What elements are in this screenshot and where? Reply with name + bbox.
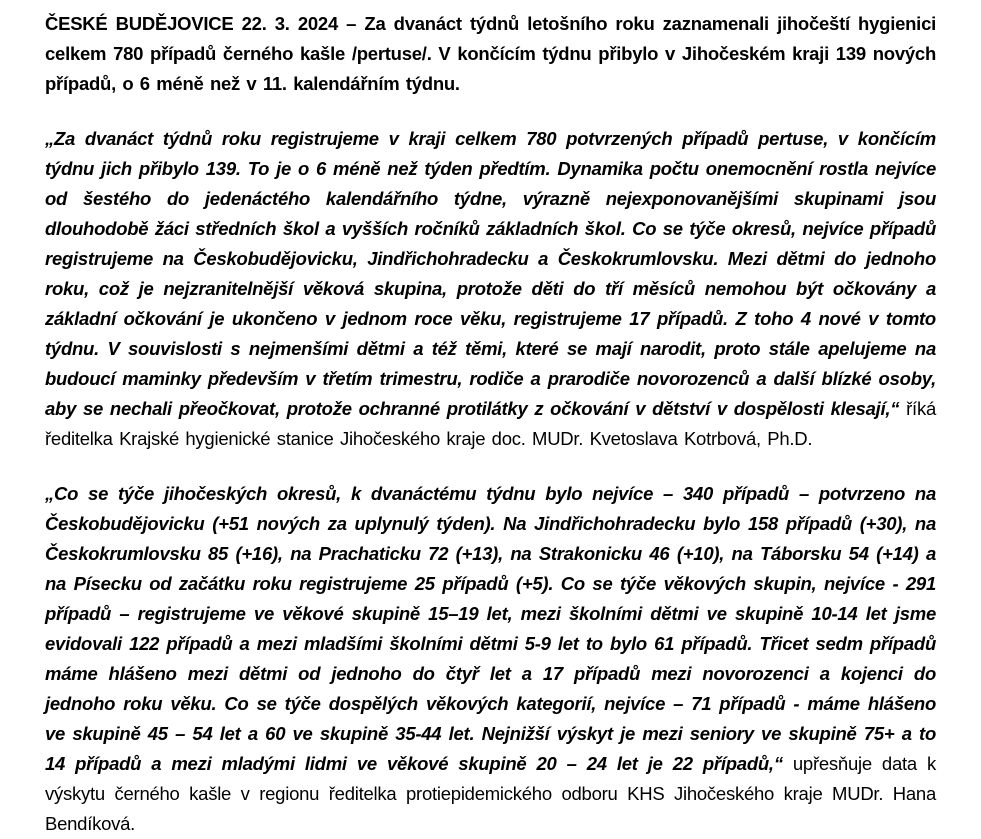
quote-1-attribution: říká ředitelka Krajské hygienické stanice Jihočeského kraje doc. MUDr. Kvetoslava Kotrbová, Ph.D.	[45, 398, 936, 449]
quote-1-text: „Za dvanáct týdnů roku registrujeme v kraji celkem 780 potvrzených případů pertuse, v končícím týdnu jich přibylo 139. To je o 6 méně než týden předtím. Dynamika počtu onemocnění rostla nejvíce od šestého do jedenáctého kalendářního týdne, výrazně nejexponovanějšími skupinami jsou dlouhodobě žáci středních škol a vyšších ročníků základních škol. Co se týče okresů, nejvíce případů registrujeme na Českobudějovicku, Jindřichohradecku a Českokrumlovsku. Mezi dětmi do jednoho roku, což je nejzranitelnější věková skupina, protože děti do tří měsíců nemohou být očkovány a základní očkování je ukončeno v jednom roce věku, registrujeme 17 případů. Z toho 4 nové v tomto týdnu. V souvislosti s nejmenšími dětmi a též těmi, které se mají narodit, proto stále apelujeme na budoucí maminky především v třetím trimestru, rodiče a prarodiče novorozenců a další blízké osoby, aby se nechali přeočkovat, protože ochranné protilátky z očkování v dětství v dospělosti klesají,“	[45, 128, 936, 419]
quote-2-attribution: upřesňuje data k výskytu černého kašle v regionu ředitelka protiepidemického odboru KHS Jihočeského kraje MUDr. Hana Bendíková.	[45, 753, 936, 834]
quote-2-text: „Co se týče jihočeských okresů, k dvanáctému týdnu bylo nejvíce – 340 případů – potvrzeno na Českobudějovicku (+51 nových za uplynulý týden). Na Jindřichohradecku bylo 158 případů (+30), na Českokrumlovsku 85 (+16), na Prachaticku 72 (+13), na Strakonicku 46 (+10), na Táborsku 54 (+14) a na Písecku od začátku roku registrujeme 25 případů (+5). Co se týče věkových skupin, nejvíce - 291 případů – registrujeme ve věkové skupině 15–19 let, mezi školními dětmi ve skupině 10-14 let jsme evidovali 122 případů a mezi mladšími školními dětmi 5-9 let to bylo 61 případů. Třicet sedm případů máme hlášeno mezi dětmi od jednoho do čtyř let a 17 případů mezi novorozenci a kojenci do jednoho roku věku. Co se týče dospělých věkových kategorií, nejvíce – 71 případů - máme hlášeno ve skupině 45 – 54 let a 60 ve skupině 35-44 let. Nejnižší výskyt je mezi seniory ve skupině 75+ a to 14 případů a mezi mladými lidmi ve věkové skupině 20 – 24 let je 22 případů,“	[45, 483, 936, 774]
quote-paragraph-2	[45, 479, 936, 839]
lead-paragraph: ČESKÉ BUDĚJOVICE 22. 3. 2024 – Za dvanáct týdnů letošního roku zaznamenali jihočeští hygienici celkem 780 případů černého kašle /pertuse/. V končícím týdnu přibylo v Jihočeském kraji 139 nových případů, o 6 méně než v 11. kalendářním týdnu.	[45, 13, 936, 94]
quote-paragraph-1	[45, 124, 936, 454]
